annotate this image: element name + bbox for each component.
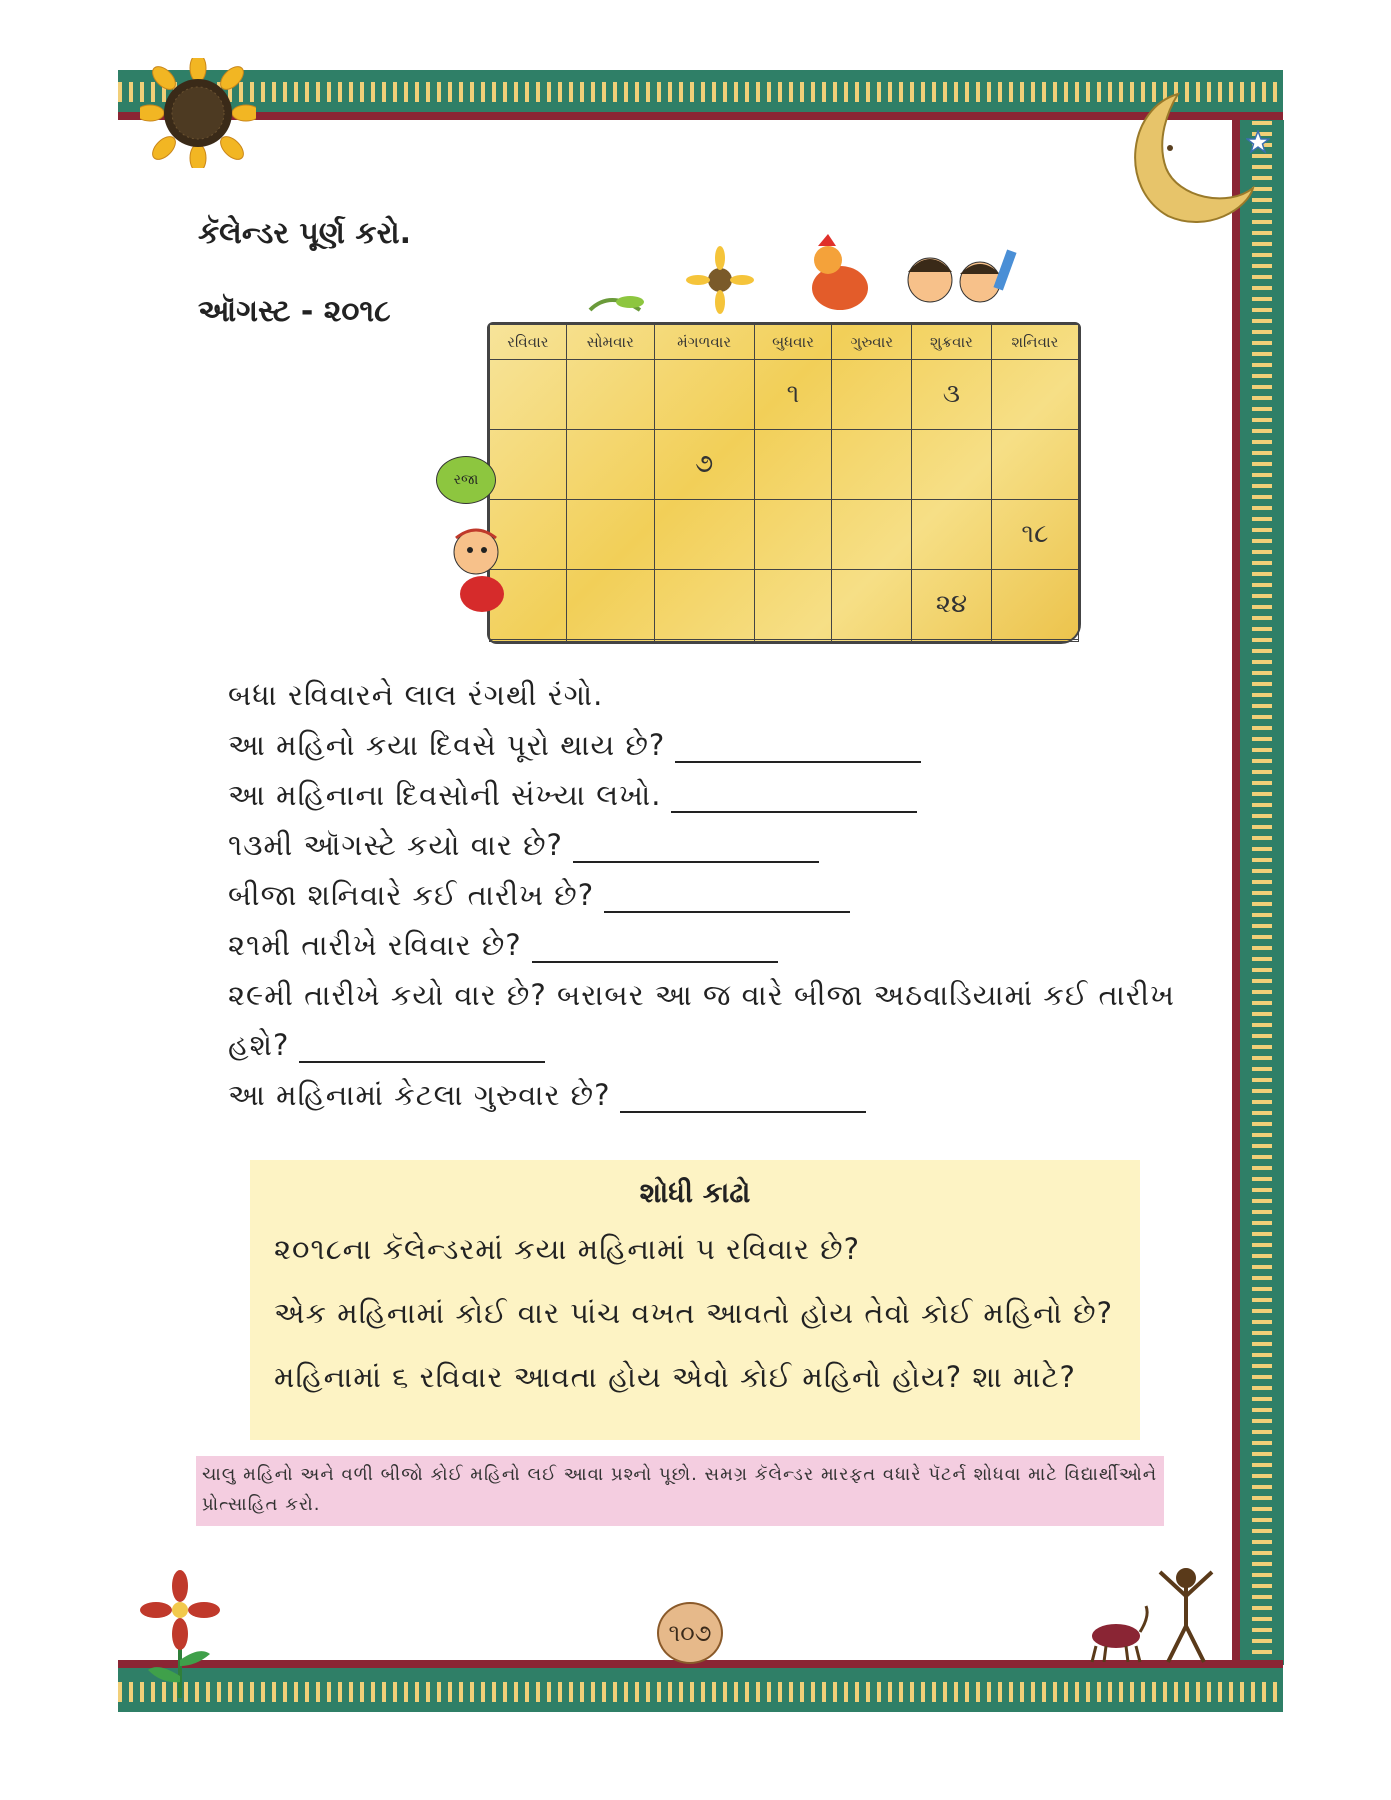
date-cell[interactable] [566, 639, 654, 641]
date-cell[interactable] [654, 639, 754, 641]
calendar-week-4 [490, 569, 1079, 639]
date-cell[interactable]: ૨૪ [911, 569, 991, 639]
peeking-child-illustration [442, 516, 512, 616]
date-cell[interactable] [566, 429, 654, 499]
date-cell[interactable] [654, 499, 754, 569]
date-cell[interactable] [754, 569, 832, 639]
date-cell[interactable] [832, 639, 912, 641]
date-cell[interactable] [754, 499, 832, 569]
star-icon [1246, 130, 1270, 154]
date-cell[interactable] [566, 360, 654, 430]
find-out-line: એક મહિનામાં કોઈ વાર પાંચ વખત આવતો હોય તેવો કોઈ મહિનો છે? [274, 1296, 1113, 1330]
date-cell[interactable] [911, 639, 991, 641]
question-text: આ મહિનામાં કેટલા ગુરુવાર છે? [228, 1078, 611, 1112]
day-header-friday: શુક્રવાર [911, 325, 991, 360]
calendar-week-1 [490, 360, 1079, 430]
answer-blank[interactable] [620, 1081, 866, 1113]
find-out-line: મહિનામાં ૬ રવિવાર આવતા હોય એવો કોઈ મહિનો હોય? શા માટે? [274, 1360, 1076, 1394]
date-cell[interactable] [490, 639, 567, 641]
question-29th-day: ૨૯મી તારીખે કયો વાર છે? બરાબર આ જ વારે બીજા અઠવાડિયામાં કઈ તારીખ [228, 978, 1175, 1012]
question-text: આ મહિનો કયા દિવસે પૂરો થાય છે? [228, 728, 666, 762]
teacher-note: ચાલુ મહિનો અને વળી બીજો કોઈ મહિનો લઈ આવા પ્રશ્નો પૂછો. સમગ્ર કૅલેન્ડર મારફત વધારે પૅટર્ન શોધવા માટે વિદ્યાર્થીઓને પ્રોત્સાહિત કરો. [196, 1456, 1164, 1526]
answer-blank[interactable] [532, 931, 778, 963]
date-cell[interactable] [911, 499, 991, 569]
calendar-week-5 [490, 639, 1079, 641]
calendar-week-3 [490, 499, 1079, 569]
date-cell[interactable] [991, 429, 1078, 499]
question-number-of-days [228, 778, 917, 813]
day-header-tuesday: મંગળવાર [654, 325, 754, 360]
page-number: ૧૦૭ [657, 1602, 723, 1664]
date-cell[interactable]: ૧૮ [991, 499, 1078, 569]
date-cell[interactable] [991, 360, 1078, 430]
children-rooster-illustration [580, 230, 1100, 326]
date-cell[interactable]: ૧ [754, 360, 832, 430]
bottom-border [118, 1660, 1283, 1712]
find-out-line: ૨૦૧૮ના કૅલેન્ડરમાં કયા મહિનામાં ૫ રવિવાર છે? [274, 1232, 860, 1266]
date-cell[interactable] [754, 429, 832, 499]
date-cell[interactable] [566, 499, 654, 569]
date-cell[interactable] [654, 569, 754, 639]
answer-blank[interactable] [675, 731, 921, 763]
question-text: આ મહિનાના દિવસોની સંખ્યા લખો. [228, 778, 662, 812]
question-text: ૧૩મી ઑગસ્ટે કયો વાર છે? [228, 828, 563, 862]
date-cell[interactable] [991, 639, 1078, 641]
answer-blank[interactable] [671, 781, 917, 813]
flower-icon [140, 1570, 220, 1700]
sunflower-icon [140, 58, 256, 168]
day-header-thursday: ગુરુવાર [832, 325, 912, 360]
day-header-sunday: રવિવાર [490, 325, 567, 360]
question-thursdays [228, 1078, 866, 1113]
answer-blank[interactable] [604, 881, 850, 913]
day-header-wednesday: બુધવાર [754, 325, 832, 360]
day-header-monday: સોમવાર [566, 325, 654, 360]
date-cell[interactable] [754, 639, 832, 641]
date-cell[interactable] [566, 569, 654, 639]
date-cell[interactable]: ૩ [911, 360, 991, 430]
question-text: હશે? [228, 1028, 290, 1062]
question-21st-sunday [228, 928, 778, 963]
question-color-sundays: બધા રવિવારને લાલ રંગથી રંગો. [228, 678, 604, 712]
date-cell[interactable]: ૭ [654, 429, 754, 499]
day-header-saturday: શનિવાર [991, 325, 1078, 360]
question-second-saturday [228, 878, 850, 913]
question-text: બીજા શનિવારે કઈ તારીખ છે? [228, 878, 595, 912]
date-cell[interactable] [911, 429, 991, 499]
moon-icon [1108, 88, 1258, 228]
date-cell[interactable] [832, 360, 912, 430]
month-heading: ઑગસ્ટ - ૨૦૧૮ [198, 294, 391, 329]
question-13th-day [228, 828, 819, 863]
date-cell[interactable] [490, 360, 567, 430]
question-month-ends [228, 728, 921, 763]
tribal-figures-icon [1076, 1566, 1226, 1666]
date-cell[interactable] [654, 360, 754, 430]
question-text: ૨૧મી તારીખે રવિવાર છે? [228, 928, 522, 962]
find-out-title: શોધી કાઢો [639, 1176, 751, 1209]
right-border [1232, 120, 1284, 1665]
holiday-speech-bubble: રજા [436, 456, 496, 504]
date-cell[interactable] [832, 429, 912, 499]
instruction-heading: કૅલેન્ડર પૂર્ણ કરો. [198, 216, 411, 251]
question-29th-day-continued [228, 1028, 545, 1063]
calendar-week-2 [490, 429, 1079, 499]
answer-blank[interactable] [573, 831, 819, 863]
august-calendar [487, 322, 1081, 644]
date-cell[interactable] [832, 499, 912, 569]
find-out-box [250, 1160, 1140, 1440]
date-cell[interactable] [490, 429, 567, 499]
calendar-grid [489, 324, 1079, 642]
date-cell[interactable] [832, 569, 912, 639]
answer-blank[interactable] [299, 1031, 545, 1063]
date-cell[interactable] [991, 569, 1078, 639]
